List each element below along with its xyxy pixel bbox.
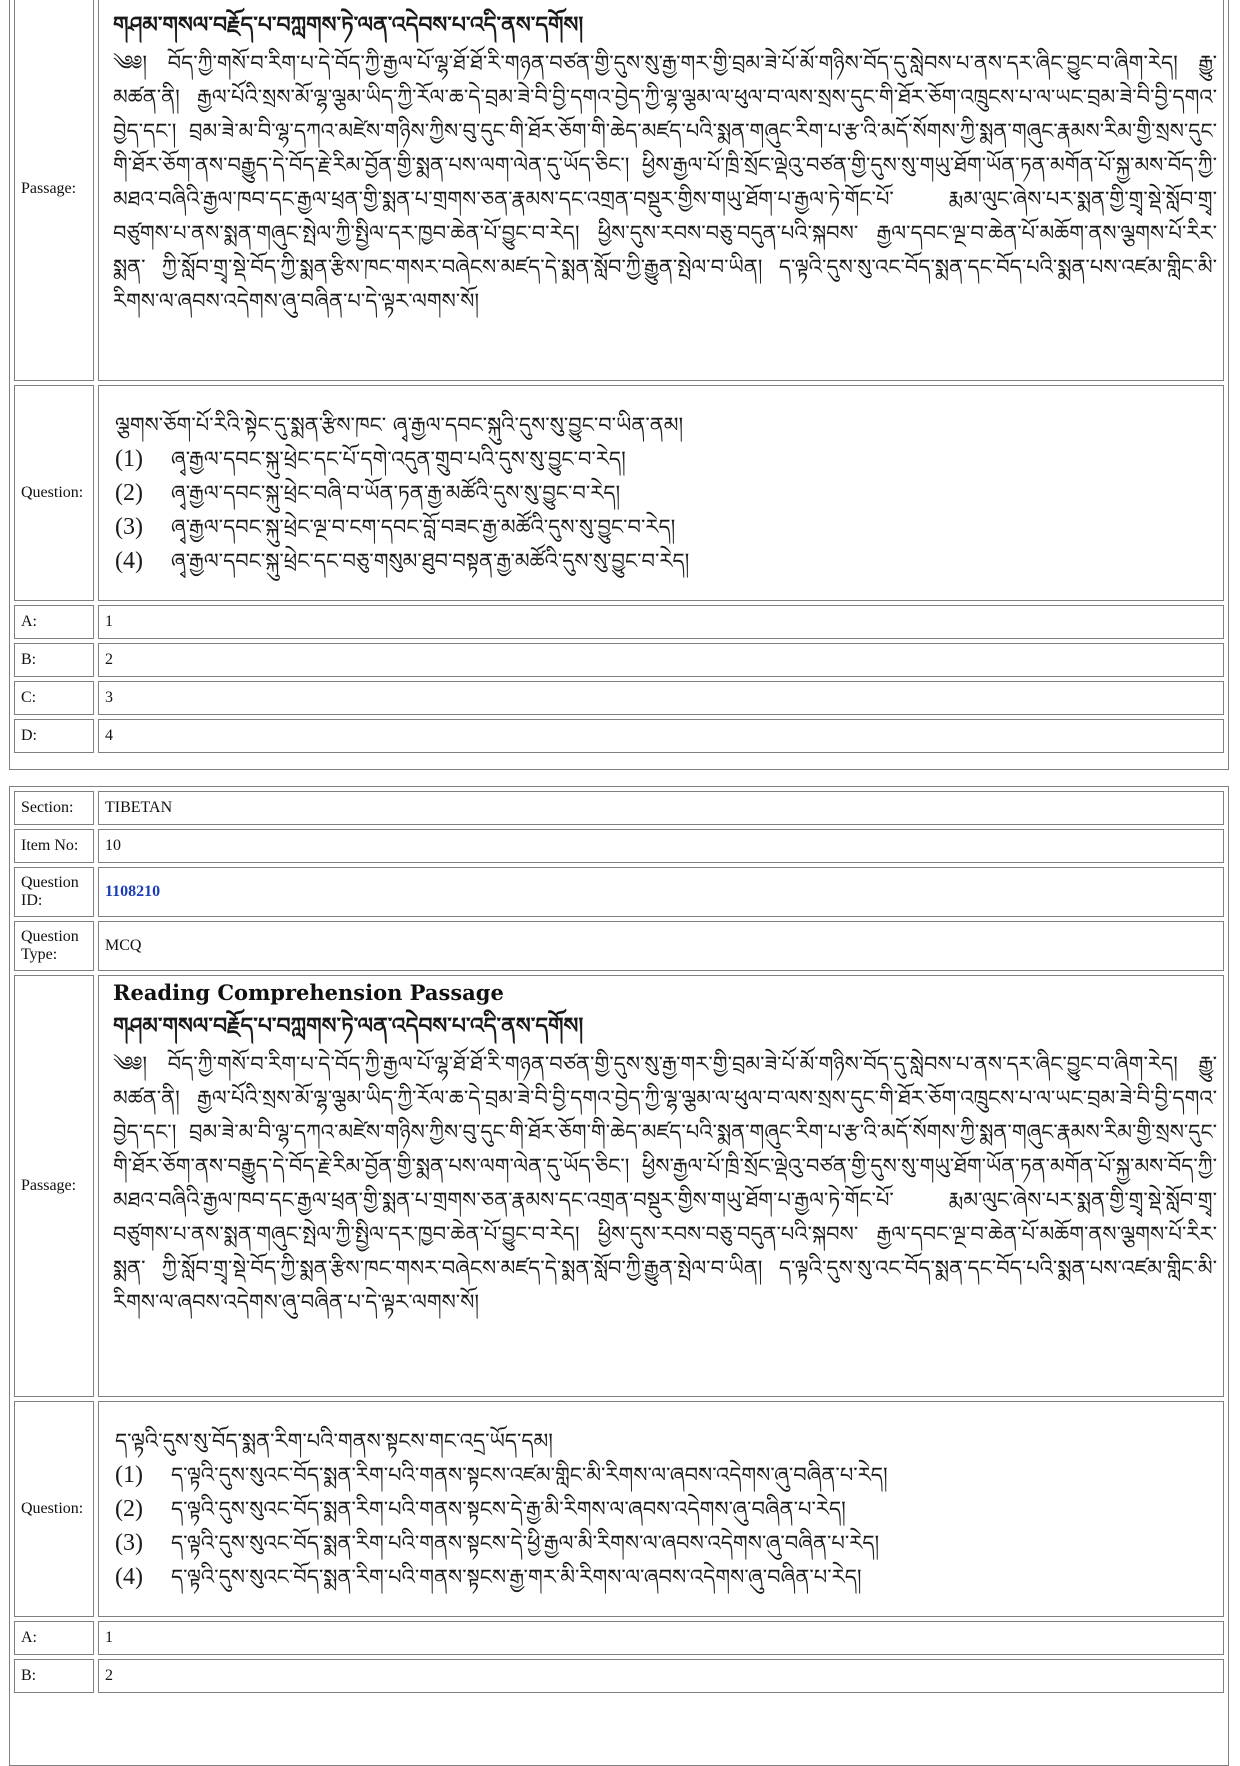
- option-3: (3) ཞྭ་རྒྱལ་དབང་སྐུ་ཕྲེང་ལྔ་བ་ངག་དབང་བློ་བཟང་རྒྱ་མཚོའི་དུས་སུ་བྱུང་བ་རེད།: [115, 514, 676, 540]
- passage-body: ༄༅། བོད་ཀྱི་གསོ་བ་རིག་པ་དེ་བོད་ཀྱི་རྒྱལ་པོ་ལྷ་ཐོ་ཐོ་རི་གཉན་བཙན་གྱི་དུས་སུ་རྒྱ་གར་གྱི་བྲམ་ཟེ་པོ་མོ་གཉིས་བོད་དུ་སླེབས་པ་ནས་དར་ཞིང་བྱུང་བ་ཞིག་རེད། རྒྱུ་མཚན་ནི། རྒྱལ་པོའི་སྲས་མོ་ལྷ་ལྕམ་ཡིད་ཀྱི་རོལ་ཆ་དེ་བྲམ་ཟེ་བི་བྱི་དགའ་བྱེད་ཀྱི་ལྷ་ལྕམ་ལ་ཕུལ་བ་ལས་སྲས་དུང་གི་ཐོར་ཅོག་འཁྲུངས་པ་ལ་ཡང་བྲམ་ཟེ་བི་བྱི་དགའ་བྱེད་དང་། བྲམ་ཟེ་མ་བི་ལྷ་དཀའ་མཛེས་གཉིས་ཀྱིས་བུ་དུང་གི་ཐོར་ཅོག་གི་ཆེད་མཛད་པའི་སྨན་གཞུང་རིག་པ་རྩ་འི་མདོ་སོགས་ཀྱི་སྨན་གཞུང་རྣམས་རིམ་གྱི་སྲས་དུང་གི་ཐོར་ཅོག་ནས་བརྒྱུད་དེ་བོད་རྗེ་རིམ་བྱོན་གྱི་སྨན་པས་ལག་ལེན་དུ་ཡོད་ཅིང་། ཕྱིས་རྒྱལ་པོ་ཁྲི་སྲོང་ལྡེའུ་བཙན་གྱི་དུས་སུ་གཡུ་ཐོག་ཡོན་ཏན་མགོན་པོ་སྐྱ་མས་བོད་ཀྱི་མཐའ་བཞིའི་རྒྱལ་ཁབ་དང་རྒྱལ་ཕྲན་གྱི་སྨན་པ་གྲགས་ཅན་རྣམས་དང་འགྲན་བསྡུར་གྱིས་གཡུ་ཐོག་པ་རྒྱལ་ཏེ་གོང་པོ་ རྨམ་ལུང་ཞེས་པར་སྨན་གྱི་གྲྭ་སྡེ་སློབ་གྲྭ་བཙུགས་པ་ནས་སྨན་གཞུང་སྤེལ་ཀྱི་སྤྱིལ་དར་ཁྱབ་ཆེན་པོ་བྱུང་བ་རེད། ཕྱིས་དུས་རབས་བཅུ་བདུན་པའི་སྐབས་ རྒྱལ་དབང་ལྔ་བ་ཆེན་པོ་མཆོག་ནས་ལྕགས་པོ་རིར་སྨན་ ཀྱི་སློབ་གྲྭ་སྡེ་བོད་ཀྱི་སྨན་རྩིས་ཁང་གསར་བཞེངས་མཛད་དེ་སྨན་སློབ་ཀྱི་རྒྱུན་སྤེལ་བ་ཡིན། ད་ལྟའི་དུས་སུ་འང་བོད་སྨན་དང་བོད་པའི་སྨན་པས་འཛམ་གླིང་མི་རིགས་ལ་ཞབས་འདེགས་ཞུ་བཞིན་པ་དེ་ལྟར་ལགས་སོ།: [113, 51, 1217, 313]
- question-cell: [98, 385, 1224, 601]
- item-no-value: 10: [98, 829, 1224, 863]
- section-label: Section:: [14, 791, 94, 825]
- passage-label: Passage:: [14, 975, 94, 1397]
- answer-b-label: B:: [14, 1659, 94, 1693]
- option-4: (4) ཞྭ་རྒྱལ་དབང་སྐུ་ཕྲེང་དང་བཅུ་གསུམ་ཐུབ་བསྟན་རྒྱ་མཚོའི་དུས་སུ་བྱུང་བ་རེད།: [115, 548, 690, 574]
- answer-c-label: C:: [14, 681, 94, 715]
- answer-b-label: B:: [14, 643, 94, 677]
- passage-cell: [98, 975, 1224, 1397]
- question-label: Question:: [14, 1401, 94, 1617]
- question-block-10: [9, 786, 1229, 1766]
- question-id-cell: [98, 867, 1224, 917]
- answer-a-label: A:: [14, 605, 94, 639]
- passage-body: ༄༅། བོད་ཀྱི་གསོ་བ་རིག་པ་དེ་བོད་ཀྱི་རྒྱལ་པོ་ལྷ་ཐོ་ཐོ་རི་གཉན་བཙན་གྱི་དུས་སུ་རྒྱ་གར་གྱི་བྲམ་ཟེ་པོ་མོ་གཉིས་བོད་དུ་སླེབས་པ་ནས་དར་ཞིང་བྱུང་བ་ཞིག་རེད། རྒྱུ་མཚན་ནི། རྒྱལ་པོའི་སྲས་མོ་ལྷ་ལྕམ་ཡིད་ཀྱི་རོལ་ཆ་དེ་བྲམ་ཟེ་བི་བྱི་དགའ་བྱེད་ཀྱི་ལྷ་ལྕམ་ལ་ཕུལ་བ་ལས་སྲས་དུང་གི་ཐོར་ཅོག་འཁྲུངས་པ་ལ་ཡང་བྲམ་ཟེ་བི་བྱི་དགའ་བྱེད་དང་། བྲམ་ཟེ་མ་བི་ལྷ་དཀའ་མཛེས་གཉིས་ཀྱིས་བུ་དུང་གི་ཐོར་ཅོག་གི་ཆེད་མཛད་པའི་སྨན་གཞུང་རིག་པ་རྩ་འི་མདོ་སོགས་ཀྱི་སྨན་གཞུང་རྣམས་རིམ་གྱི་སྲས་དུང་གི་ཐོར་ཅོག་ནས་བརྒྱུད་དེ་བོད་རྗེ་རིམ་བྱོན་གྱི་སྨན་པས་ལག་ལེན་དུ་ཡོད་ཅིང་། ཕྱིས་རྒྱལ་པོ་ཁྲི་སྲོང་ལྡེའུ་བཙན་གྱི་དུས་སུ་གཡུ་ཐོག་ཡོན་ཏན་མགོན་པོ་སྐྱ་མས་བོད་ཀྱི་མཐའ་བཞིའི་རྒྱལ་ཁབ་དང་རྒྱལ་ཕྲན་གྱི་སྨན་པ་གྲགས་ཅན་རྣམས་དང་འགྲན་བསྡུར་གྱིས་གཡུ་ཐོག་པ་རྒྱལ་ཏེ་གོང་པོ་ རྨམ་ལུང་ཞེས་པར་སྨན་གྱི་གྲྭ་སྡེ་སློབ་གྲྭ་བཙུགས་པ་ནས་སྨན་གཞུང་སྤེལ་ཀྱི་སྤྱིལ་དར་ཁྱབ་ཆེན་པོ་བྱུང་བ་རེད། ཕྱིས་དུས་རབས་བཅུ་བདུན་པའི་སྐབས་ རྒྱལ་དབང་ལྔ་བ་ཆེན་པོ་མཆོག་ནས་ལྕགས་པོ་རིར་སྨན་ ཀྱི་སློབ་གྲྭ་སྡེ་བོད་ཀྱི་སྨན་རྩིས་ཁང་གསར་བཞེངས་མཛད་དེ་སྨན་སློབ་ཀྱི་རྒྱུན་སྤེལ་བ་ཡིན། ད་ལྟའི་དུས་སུ་འང་བོད་སྨན་དང་བོད་པའི་སྨན་པས་འཛམ་གླིང་མི་རིགས་ལ་ཞབས་འདེགས་ཞུ་བཞིན་པ་དེ་ལྟར་ལགས་སོ།: [113, 1052, 1217, 1314]
- option-1: (1) ད་ལྟའི་དུས་སུའང་བོད་སྨན་རིག་པའི་གནས་སྟངས་འཛམ་གླིང་མི་རིགས་ལ་ཞབས་འདེགས་ཞུ་བཞིན་པ་རེད།: [115, 1462, 888, 1488]
- passage-cell: [98, 0, 1224, 381]
- passage-heading: གཤམ་གསལ་བརྗོད་པ་བཀླགས་ཏེ་ལན་འདེབས་པ་འདི་ནས་དགོས།: [113, 1014, 584, 1039]
- answer-c-value: 3: [98, 681, 1224, 715]
- question-cell: [98, 1401, 1224, 1617]
- answer-b-value: 2: [98, 1659, 1224, 1693]
- answer-d-label: D:: [14, 719, 94, 753]
- option-4: (4) ད་ལྟའི་དུས་སུའང་བོད་སྨན་རིག་པའི་གནས་སྟངས་རྒྱ་གར་མི་རིགས་ལ་ཞབས་འདེགས་ཞུ་བཞིན་པ་རེད།: [115, 1564, 862, 1590]
- question-table: [10, 787, 1228, 1697]
- answer-a-value: 1: [98, 1621, 1224, 1655]
- question-id-label: Question ID:: [14, 867, 94, 917]
- question-block-9: [9, 0, 1229, 770]
- section-value: TIBETAN: [98, 791, 1224, 825]
- item-no-label: Item No:: [14, 829, 94, 863]
- question-type-value: MCQ: [98, 921, 1224, 971]
- answer-a-label: A:: [14, 1621, 94, 1655]
- question-id-link[interactable]: 1108210: [105, 883, 161, 900]
- answer-a-value: 1: [98, 605, 1224, 639]
- answer-b-value: 2: [98, 643, 1224, 677]
- passage-title: Reading Comprehension Passage: [113, 980, 504, 1005]
- question-table: [10, 0, 1228, 757]
- question-type-label: Question Type:: [14, 921, 94, 971]
- option-1: (1) ཞྭ་རྒྱལ་དབང་སྐུ་ཕྲེང་དང་པོ་དགེ་འདུན་གྲུབ་པའི་དུས་སུ་བྱུང་བ་རེད།: [115, 446, 626, 472]
- option-2: (2) ད་ལྟའི་དུས་སུའང་བོད་སྨན་རིག་པའི་གནས་སྟངས་དེ་རྒྱ་མི་རིགས་ལ་ཞབས་འདེགས་ཞུ་བཞིན་པ་རེད།: [115, 1496, 846, 1522]
- passage-heading: གཤམ་གསལ་བརྗོད་པ་བཀླགས་ཏེ་ལན་འདེབས་པ་འདི་ནས་དགོས།: [113, 13, 584, 38]
- option-2: (2) ཞྭ་རྒྱལ་དབང་སྐུ་ཕྲེང་བཞི་བ་ཡོན་ཏན་རྒྱ་མཚོའི་དུས་སུ་བྱུང་བ་རེད།: [115, 480, 621, 506]
- option-3: (3) ད་ལྟའི་དུས་སུའང་བོད་སྨན་རིག་པའི་གནས་སྟངས་དེ་ཕྱི་རྒྱལ་མི་རིགས་ལ་ཞབས་འདེགས་ཞུ་བཞིན་པ་རེད།: [115, 1530, 880, 1556]
- question-stem: ད་ལྟའི་དུས་སུ་བོད་སྨན་རིག་པའི་གནས་སྟངས་གང་འདྲ་ཡོད་དམ།: [115, 1429, 553, 1453]
- question-stem: ལྕགས་ཅོག་པོ་རིའི་སྟེང་དུ་སྨན་རྩིས་ཁང་ ཞྭ་རྒྱལ་དབང་སྐུའི་དུས་སུ་བྱུང་བ་ཡིན་ནམ།: [115, 413, 684, 437]
- question-label: Question:: [14, 385, 94, 601]
- answer-d-value: 4: [98, 719, 1224, 753]
- passage-label: Passage:: [14, 0, 94, 381]
